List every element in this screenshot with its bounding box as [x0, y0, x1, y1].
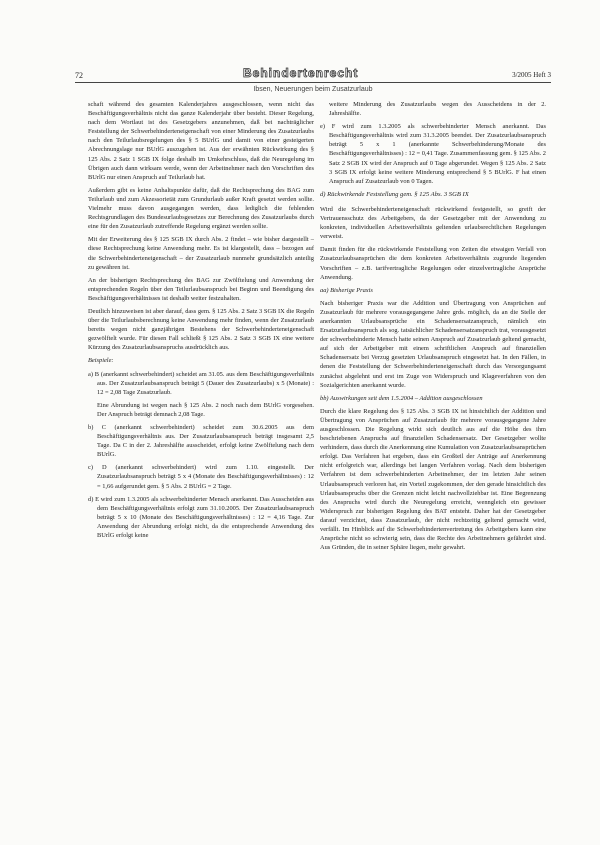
subsection-heading: Beispiele:	[88, 357, 114, 365]
paragraph: An der bisherigen Rechtsprechung des BAG zur Zwölftelung und Anwendung der entsprechenden Regeln über den Teilurlaubsanspruch bei Beginn und Beendigung des Beschäftigungsverhältnisses ist deshalb weiter festzuhalten.	[88, 276, 314, 302]
subsection-heading: aa) Bisherige Praxis	[320, 286, 373, 294]
paragraph: Nach bisheriger Praxis war die Addition und Übertragung von Ansprüchen auf Zusatzurlaub für mehrere vorausgegangene Jahre grds. möglich, da an die Stelle der anerkannten Urlaubsansprüche ein Schadensersatzanspruch, nämlich ein Ersatzurlaubsanspruch als sog. tatsächlicher Schadensersatzanspruch trat, vorausgesetzt der schwerbehinderte Mensch hatte seinen Anspruch auf Zusatzurlaub geltend gemacht, auf sich der Arbeitgeber mit einem schriftlichen Anspruch auf finanziellen Schadensersatz bei Verzug gesetzten Urlaubsanspruch eingesetzt hat. In den Fällen, in denen die Feststellung der Schwerbehinderteneigenschaft durch das Versorgungsamt zunächst abgelehnt und erst im Zuge von Widerspruch und Klageverfahren von den Sozialgerichten anerkannt wurde.	[320, 299, 546, 389]
section-heading: d) Rückwirkende Feststellung gem. § 125 Abs. 3 SGB IX	[320, 190, 469, 198]
article-running-title: Ibsen, Neuerungen beim Zusatzurlaub	[253, 86, 373, 93]
indented-paragraph: Eine Abrundung ist wegen nach § 125 Abs. 2 noch nach dem BUrlG vorgesehen. Der Anspruch beträgt demnach 2,08 Tage.	[97, 401, 314, 418]
right-column	[320, 100, 546, 556]
paragraph: Außerdem gibt es keine Anhaltspunkte dafür, daß die Rechtsprechung des BAG zum Teilurlaub und zum Akzessorietät zum Grundurlaub außer Kraft gesetzt werden sollte. Vielmehr muss davon ausgegangen werden, dass lediglich die fehlenden Rechtsgrundlagen des Bundesurlaubsgesetzes zur Berechnung des Zusatzurlaubs durch eine für den Zusatzurlaub zutreffende Regelung ergänzt werden sollte.	[88, 186, 314, 231]
page-number: 72	[75, 71, 83, 80]
paragraph: schaft während des gesamten Kalenderjahres ausgeschlossen, wenn nicht das Beschäftigungsverhältnis nicht das ganze Kalenderjahr über besteht. Dieser Regelung, nach dem Wortlaut ist des Gesetzgebers anzunehmen, daß bei nachträglicher Feststellung der Schwerbehinderteneigenschaft von einer Minderung des Zusatzurlaubs nach den Teilurlaubsregelungen des § 5 BUrlG und damit von einer gesteigerten Abrechnungslage nur BUrlG auszugehen ist. Aus der erwähnten Rückwirkung des § 125 Abs. 2 Satz 1 SGB IX folge deshalb im Umkehrschluss, daß die Neuregelung im Übrigen auch dann wirksam werde, wenn der Arbeitnehmer nach den Vorschriften des BUrlG nur einen Anspruch auf Teilurlaub hat.	[88, 101, 314, 181]
example-item: d) E wird zum 1.3.2005 als schwerbehinderter Mensch anerkannt. Das Ausscheiden aus dem Beschäftigungsverhältnis erfolgt zum 31.10.2005. Der Zusatzurlaubsanspruch beträgt 5 x 10 (Monate des Beschäftigungsverhältnisses) : 12 = 4,16 Tage. Zur Anwendung der Abrundung erfolgt nicht, da die entsprechende Anwendung des BUrlG erfolgt keine	[88, 495, 314, 540]
subsection-heading: bb) Auswirkungen seit dem 1.5.2004 – Addition ausgeschlossen	[320, 394, 483, 402]
page-header	[75, 66, 551, 88]
journal-brand: Behindertenrecht	[243, 66, 359, 80]
paragraph: Deutlich hinzuweisen ist aber darauf, dass gem. § 125 Abs. 2 Satz 3 SGB IX die Regeln über die Teilurlaubsberechnung keine Anwendung mehr finden, wenn der Zusatzurlaub bereits wegen nicht ganzjährigen Bestehens der Schwerbehinderteneigenschaft gezwölftelt wurde. Für diesen Fall schließt § 125 Abs. 2 Satz 3 SGB IX eine weitere Kürzung des Zusatzurlaubsanspruchs ausdrücklich aus.	[88, 307, 314, 352]
indented-paragraph: weitere Minderung des Zusatzurlaubs wegen des Ausscheidens in der 2. Jahreshälfte.	[329, 101, 546, 118]
example-item: b) C (anerkannt schwerbehindert) scheidet zum 30.6.2005 aus dem Beschäftigungsverhältnis aus. Der Zusatzurlaubsanspruch beträgt insgesamt 2,5 Tage. Da C in der 2. Jahreshälfte ausscheidet, erfolgt keine Zwölftelung nach dem BUrlG.	[88, 424, 314, 459]
header-rule	[75, 82, 551, 83]
paragraph: Damit finden für die rückwirkende Feststellung von Zeiten die etwaigen Verfall von Zusatzurlaubsansprüchen die dem konkreten Arbeitsverhältnis zugrunde liegenden Vorschriften – z.B. tarifvertragliche Regelungen oder einzelvertragliche Ansprüche Anwendung.	[320, 246, 546, 281]
paragraph: Wird die Schwerbehinderteneigenschaft rückwirkend festgestellt, so greift der Vertrauensschutz des Arbeitgebers, da der Gesetzgeber mit der Anwendung zu konkreten, individuellen Arbeitsverhältnis geltenden urlaubsrechtlichen Regelungen verweist.	[320, 205, 546, 241]
left-column	[88, 100, 314, 544]
example-item: e) F wird zum 1.3.2005 als schwerbehinderter Mensch anerkannt. Das Beschäftigungsverhältnis wird zum 31.3.2005 beendet. Der Zusatzurlaubsanspruch beträgt 5 x 1 (anerkannte Schwerbehinderung/Monate des Beschäftigungsverhältnisses) : 12 = 0,41 Tage. Zusammenfassung gem. § 125 Abs. 2 Satz 2 SGB IX wird der Anspruch auf 0 Tage abgerundet. Wegen § 125 Abs. 2 Satz 3 SGB IX erfolgt keine weitere Minderung entsprechend § 5 BUrlG. F hat einen Anspruch auf Zusatzurlaub von 0 Tagen.	[320, 123, 546, 185]
example-item: a) B (anerkannt schwerbehindert) scheidet am 31.05. aus dem Beschäftigungsverhältnis aus. Der Zusatzurlaubsanspruch beträgt 5 (Dauer des Zusatzurlaubs) x 5 (Monate) : 12 = 2,08 Tage Zusatzurlaub.	[88, 370, 314, 396]
paragraph: Durch die klare Regelung des § 125 Abs. 3 SGB IX ist hinsichtlich der Addition und Übertragung von Ansprüchen auf Zusatzurlaub für mehrere vorausgegangene Jahre ausgeschlossen. Die Regelung wirkt sich deutlich aus auf die Höhe des ihm beschriebenen Anspruchs auf finanziellen Schadensersatz. Der Gesetzgeber wollte verhindern, dass durch die Anerkennung eine Kumulation von Zusatzurlaubsansprüchen erfolgt. Das Verfahren hat ergeben, dass ein Großteil der Anträge auf Anerkennung nicht erfolgreich war, allerdings bei langen Verfahren vorlag. Nach dem bisherigen Verfahren ist dem schwerbehinderten Arbeitnehmer, der im letzten Jahr seinen Urlaubsanspruch verloren hat, ein Vorteil zugekommen, der den gerade hinsichtlich des Urlaubsanspruchs über die Grenzen nicht leicht nachvollziehbar ist. Eine Begrenzung des Anspruchs wird durch die Neuregelung erreicht, wenngleich ein gewisser Widerspruch zur bisherigen Regelung des BAT entsteht. Daher hat der Gesetzgeber darauf verzichtet, dass Zusatzurlaub, der nicht rechtzeitig geltend gemacht wird, verfällt. Im Hinblick auf die Schwerbehindertenvertretung des Arbeitgebers kann eine Ansprüche nicht so schwierig sein, dass die Rechte des Arbeitnehmers gefährdet sind. Aus Gründen, die in seiner Sphäre liegen, mehr gewahrt.	[320, 407, 546, 552]
paragraph: Mit der Erweiterung des § 125 SGB IX durch Abs. 2 findet – wie bisher dargestellt – diese Rechtsprechung keine Anwendung mehr. Es ist klargestellt, dass – bezogen auf die Schwerbehinderteneigenschaft – der Zusatzurlaub nunmehr grundsätzlich anteilig zu gewähren ist.	[88, 236, 314, 271]
issue-label: 3/2005 Heft 3	[512, 71, 551, 79]
example-item: c) D (anerkannt schwerbehindert) wird zum 1.10. eingestellt. Der Zusatzurlaubsanspruch beträgt 5 x 4 (Monate des Beschäftigungsverhältnisses) : 12 = 1,66 aufgerundet gem. § 5 Abs. 2 BUrlG = 2 Tage.	[88, 464, 314, 490]
